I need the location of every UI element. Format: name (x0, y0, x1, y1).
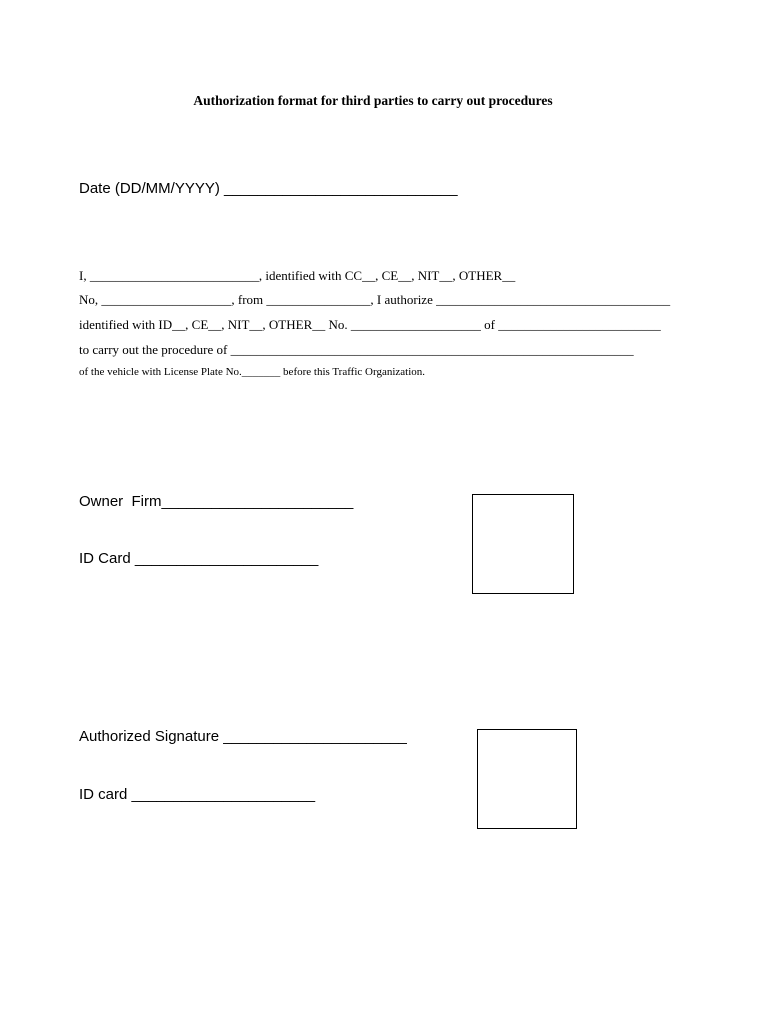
authorized-footprint-box (477, 729, 577, 829)
owner-signature-field: Owner Firm_______________________ (79, 493, 354, 510)
paragraph-line-identity: I, __________________________, identified with CC__, CE__, NIT__, OTHER__ (79, 268, 516, 283)
owner-footprint-box (472, 494, 574, 594)
authorized-id-field: ID card ______________________ (79, 786, 316, 803)
authorized-signature-field: Authorized Signature ______________________ (79, 728, 407, 745)
owner-id-field: ID Card ______________________ (79, 550, 319, 567)
paragraph-line-authorized-id: identified with ID__, CE__, NIT__, OTHER__ No. ____________________ of _________________________ (79, 317, 661, 332)
paragraph-line-vehicle: of the vehicle with License Plate No._______ before this Traffic Organization. (79, 366, 426, 378)
date-field: Date (DD/MM/YYYY) ____________________________ (79, 180, 458, 197)
paragraph-line-procedure: to carry out the procedure of ______________________________________________________________ (79, 342, 634, 357)
paragraph-line-authorize: No, ____________________, from ________________, I authorize ____________________________________ (79, 292, 671, 307)
document-title: Authorization format for third parties to carry out procedures (193, 93, 553, 108)
